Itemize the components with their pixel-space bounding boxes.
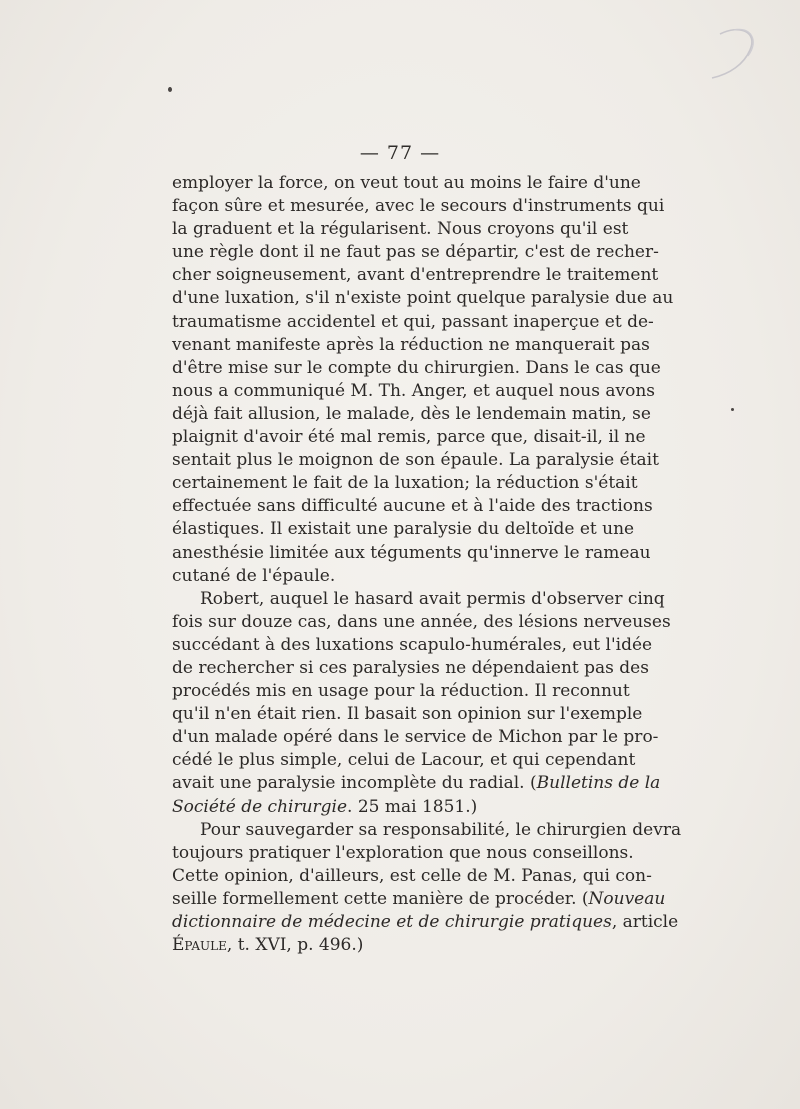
text-line (172, 287, 674, 310)
text-line (172, 796, 627, 819)
text-line (172, 357, 661, 380)
text-line (172, 542, 651, 565)
line-text: qu'il n'en était rien. Il basait son opinion sur l'exemple (172, 704, 643, 725)
text-line (172, 865, 652, 888)
text-line (172, 472, 638, 495)
line-text: façon sûre et mesurée, avec le secours d'instruments qui (172, 196, 665, 217)
pencil-scribble-mark (690, 22, 760, 82)
text-line (172, 195, 665, 218)
text-line (172, 172, 641, 195)
line-text: cutané de l'épaule. (172, 565, 336, 586)
italic-text: dictionnaire de médecine et de chirurgie pratiques (172, 912, 612, 932)
text-line (172, 680, 630, 703)
text-line (172, 495, 653, 518)
line-text: , article (611, 912, 679, 932)
line-text: . 25 mai 1851.) (347, 796, 478, 817)
line-text: toujours pratiquer l'exploration que nous conseillons. (172, 842, 634, 863)
text-line (172, 218, 627, 241)
italic-text: Société de chirurgie (172, 796, 348, 817)
body-text (172, 172, 682, 957)
text-line (172, 611, 671, 634)
line-text: cher soigneusement, avant d'entreprendre le traitement (172, 265, 659, 286)
line-text: d'une luxation, s'il n'existe point quelque paralysie due au (172, 288, 674, 309)
small-caps-text: Épaule (172, 935, 227, 956)
line-text: d'un malade opéré dans le service de Michon par le pro- (172, 727, 659, 748)
line-text: la graduent et la régularisent. Nous croyons qu'il est (172, 219, 629, 240)
line-text: déjà fait allusion, le malade, dès le lendemain matin, se (172, 403, 651, 424)
text-line (172, 772, 661, 795)
line-text: de rechercher si ces paralysies ne dépendaient pas des (172, 657, 649, 678)
text-line (172, 518, 635, 541)
line-text: avait une paralysie incomplète du radial. ( (172, 773, 537, 794)
text-line (172, 403, 651, 426)
ink-speck (731, 408, 734, 411)
line-text: fois sur douze cas, dans une année, des lésions nerveuses (172, 611, 671, 632)
text-line (172, 264, 659, 287)
text-line (172, 726, 659, 749)
text-line (172, 888, 666, 911)
line-text: élastiques. Il existait une paralysie du deltoïde et une (172, 519, 635, 540)
line-text: employer la force, on veut tout au moins le faire d'une (172, 173, 641, 193)
line-text: succédant à des luxations scapulo-humérales, eut l'idée (172, 634, 653, 655)
line-text: nous a communiqué M. Th. Anger, et auquel nous avons (172, 380, 655, 401)
text-line (172, 749, 636, 772)
text-line (172, 334, 650, 357)
text-line (172, 380, 655, 403)
line-text: plaignit d'avoir été mal remis, parce que, disait-il, il ne (172, 427, 646, 448)
line-text: d'être mise sur le compte du chirurgien. Dans le cas que (172, 357, 661, 378)
text-line (172, 588, 665, 611)
line-text: Robert, auquel le hasard avait permis d'observer cinq (200, 588, 665, 609)
text-line (172, 703, 643, 726)
italic-text: Bulletins de la (536, 773, 661, 794)
line-text: anesthésie limitée aux téguments qu'innerve le rameau (172, 542, 651, 563)
line-text: effectuée sans difficulté aucune et à l'aide des tractions (172, 496, 653, 517)
text-line (172, 911, 679, 934)
line-text: Cette opinion, d'ailleurs, est celle de M. Panas, qui con- (172, 865, 652, 886)
line-text: une règle dont il ne faut pas se départir, c'est de recher- (172, 242, 659, 263)
line-text: , t. XVI, p. 496.) (226, 935, 364, 956)
line-text: traumatisme accidentel et qui, passant inaperçue et de- (172, 311, 654, 332)
page-number: — 77 — (359, 142, 441, 164)
line-text: cédé le plus simple, celui de Lacour, et qui cependant (172, 750, 636, 771)
line-text: venant manifeste après la réduction ne manquerait pas (172, 334, 650, 355)
text-line (172, 449, 659, 472)
text-line (172, 934, 627, 957)
text-line (172, 565, 627, 588)
text-line (172, 819, 682, 842)
text-line (172, 634, 653, 657)
text-line (172, 311, 654, 334)
line-text: certainement le fait de la luxation; la réduction s'était (172, 473, 638, 494)
line-text: sentait plus le moignon de son épaule. La paralysie était (172, 450, 659, 471)
line-text: Pour sauvegarder sa responsabilité, le chirurgien devra (200, 819, 682, 840)
ink-speck (168, 87, 172, 92)
text-line (172, 426, 646, 449)
italic-text: Nouveau (588, 888, 666, 909)
line-text: procédés mis en usage pour la réduction. Il reconnut (172, 681, 630, 702)
line-text: seille formellement cette manière de procéder. ( (172, 888, 589, 909)
text-line (172, 657, 649, 680)
text-line (172, 241, 659, 264)
text-line (172, 842, 634, 865)
